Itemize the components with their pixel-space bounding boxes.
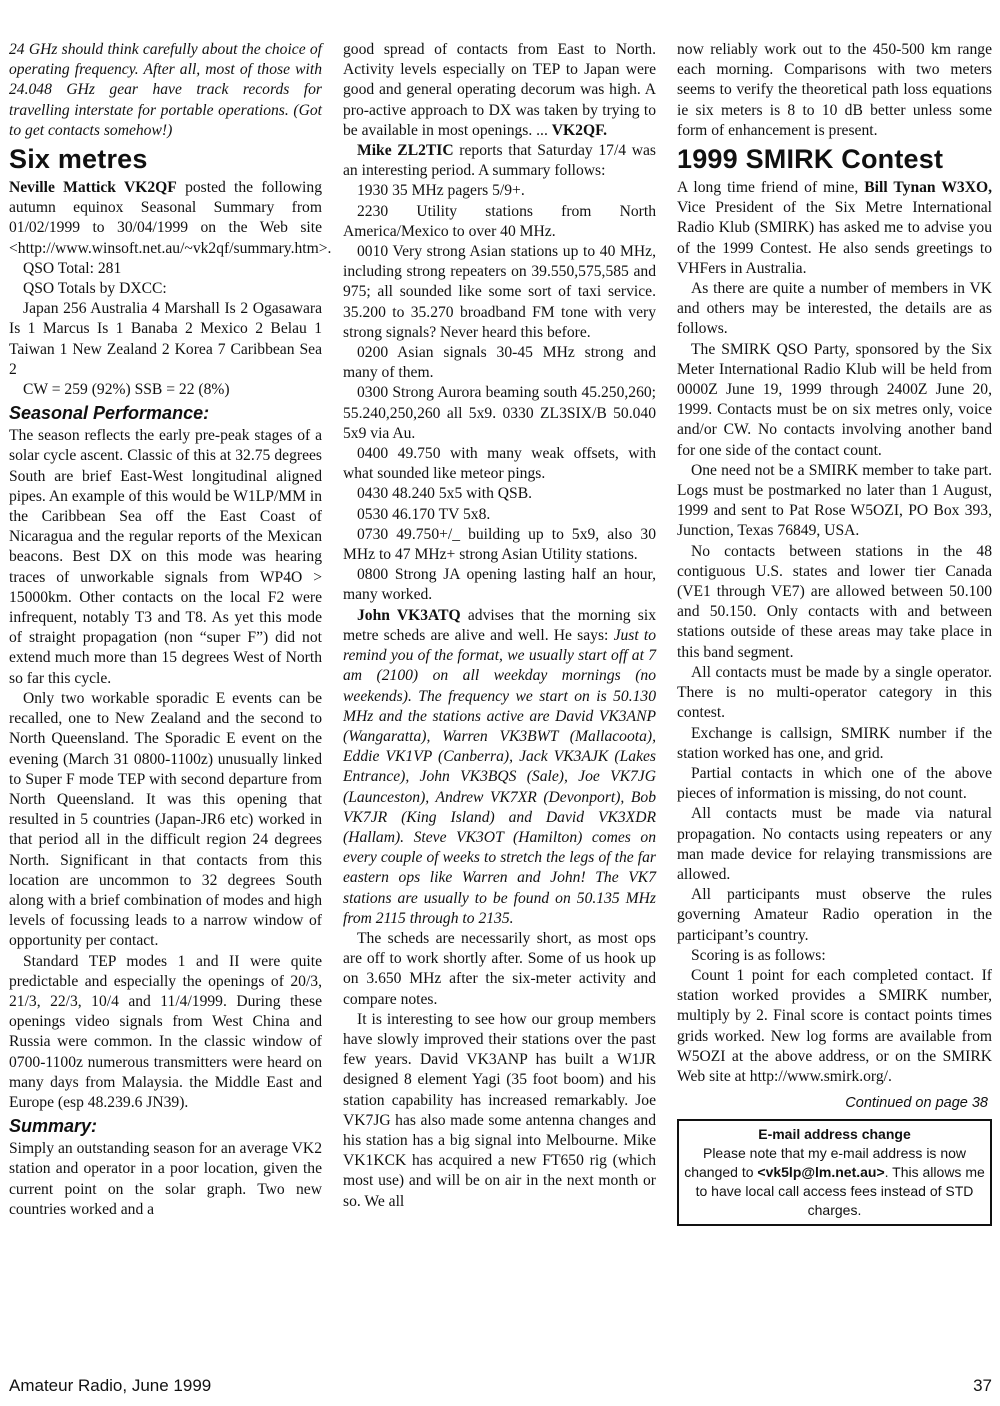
log-entry: 0730 49.750+/_ building up to 5x9, also 30 MHz to 47 MHz+ strong Asian Utility stations. [343, 525, 656, 564]
section-heading-six-metres: Six metres [9, 144, 148, 175]
publication-name: Amateur Radio, June 1999 [9, 1376, 212, 1395]
paragraph: The SMIRK QSO Party, sponsored by the Six Meter International Radio Klub will be held from 0000Z June 19, 1999 through 2400Z June 20, 1999. Contacts must be on six metres only, voice and/or CW. No contacts involving another band for one side of the contact count. [677, 340, 992, 459]
author-name: Neville Mattick VK2QF [9, 179, 177, 197]
email-change-box [677, 1119, 992, 1226]
paragraph: Simply an outstanding season for an average VK2 station and operator in a poor location, given the current point on the solar graph. Two new countries worked and a [9, 1140, 322, 1218]
box-body [683, 1144, 986, 1220]
paragraph: The season reflects the early pre-peak stages of a solar cycle ascent. Classic of this at 32.75 degrees South are brief East-West longitudinal aligned pipes. An example of this would be W1LP/MM in the Caribbean Sea off the East Coast of Nicaragua and the regular reports of the Mexican beacons. Best DX on this mode was hearing traces of unworkable signals from WP4O > 15000km. Other contacts on the local F2 were infrequent, notably T3 and T8. As yet this mode of straight propagation (non “super F”) did not extend much more than 15 degrees West of North so far this cycle. [9, 427, 322, 687]
paragraph: All contacts must be made by a single operator. There is no multi-operator category in this contest. [677, 663, 992, 722]
email-address: <vk5lp@lm.net.au> [757, 1164, 885, 1181]
log-entry: 0800 Strong JA opening lasting half an hour, many worked. [343, 566, 656, 604]
log-entry: 0530 46.170 TV 5x8. [357, 505, 491, 523]
paragraph [9, 178, 332, 259]
column-2 [343, 40, 656, 1212]
log-entry: 2230 Utility stations from North America/Mexico to over 40 MHz. [343, 202, 656, 240]
paragraph: Exchange is callsign, SMIRK number if the station worked has one, and grid. [677, 724, 992, 762]
paragraph-text: A long time friend of mine, [677, 179, 865, 197]
author-name: Bill Tynan W3XO, [864, 179, 993, 197]
intro-paragraph: 24 GHz should think carefully about the choice of operating frequency. After all, most of those with 24.048 GHz gear have track records for travelling interstate for portable operations. (Got to get contacts somehow!) [9, 41, 322, 139]
paragraph: Count 1 point for each completed contact. If station worked provides a SMIRK number, multiply by 2. Final score is contact points times grids worked. New log forms are available from W5OZI at the above address, or on the SMIRK Web site at http://www.smirk.org/. [677, 966, 992, 1085]
subheading-seasonal-performance: Seasonal Performance: [9, 403, 210, 424]
paragraph: It is interesting to see how our group members have slowly improved their stations over the past few years. David VK3ANP has built a W1JR designed 8 element Yagi (35 foot boom) and his station capability has increased remarkably. Joe VK7JG has also made some antenna changes and his station has a big signal into Melbourne. Mike VK1KCK has acquired a new FT650 rig (which most use) and will be on air in the next month or so. We all [343, 1010, 656, 1210]
log-entry: 0200 Asian signals 30-45 MHz strong and many of them. [343, 344, 656, 382]
continued-notice: Continued on page 38 [845, 1095, 988, 1112]
log-entry: 0400 49.750 with many weak offsets, with what sounded like meteor pings. [343, 445, 656, 483]
paragraph: Scoring is as follows: [691, 946, 826, 964]
dxcc-list: Japan 256 Australia 4 Marshall Is 2 Ogasawara Is 1 Marcus Is 1 Banaba 2 Mexico 2 Belau 1 Taiwan 1 New Zealand 2 Korea 7 Caribbean Sea 2 [9, 300, 322, 378]
paragraph [343, 606, 656, 929]
paragraph: now reliably work out to the 450-500 km range each morning. Comparisons with two meters seems to verify the theoretical path loss equations ie six meters is 8 to 10 dB better unless some form of enhancement is present. [677, 41, 992, 139]
cw-ssb-totals: CW = 259 (92%) SSB = 22 (8%) [23, 381, 230, 399]
paragraph: All contacts must be made via natural propagation. No contacts using repeaters or any man made device for relaying transmissions are allowed. [677, 805, 992, 883]
page-footer [9, 1376, 992, 1400]
log-entry: 1930 35 MHz pagers 5/9+. [357, 182, 525, 200]
paragraph: Partial contacts in which one of the above pieces of information is missing, do not count. [677, 764, 992, 803]
page-number: 37 [973, 1376, 992, 1395]
subheading-summary: Summary: [9, 1116, 98, 1137]
box-text: . This allows me to have local call access fees instead of STD charges. [695, 1164, 985, 1219]
paragraph-text: advises that the morning six metre scheds are alive and well. He says: [343, 606, 656, 644]
author-name: John VK3ATQ [357, 606, 461, 624]
paragraph: No contacts between stations in the 48 contiguous U.S. states and lower tier Canada (VE1 through VE7) are allowed between 50.100 and 50.150. Only contacts with and between stations outside of these areas may take place in this band segment. [677, 542, 992, 661]
log-entry: 0430 48.240 5x5 with QSB. [357, 485, 533, 503]
author-name: Mike ZL2TIC [357, 142, 454, 160]
signature: VK2QF. [551, 121, 608, 139]
paragraph-text: good spread of contacts from East to North. Activity levels especially on TEP to Japan were good and general operating decorum was high. A pro-active approach to DX was taken by trying to be available in most openings. ... [343, 41, 656, 139]
paragraph: All participants must observe the rules governing Amateur Radio operation in the participant’s country. [677, 886, 992, 944]
paragraph [343, 40, 656, 141]
paragraph: One need not be a SMIRK member to take part. Logs must be postmarked no later than 1 August, 1999 and sent to Pat Rose W5OZI, PO Box 393, Junction, Texas 76849, USA. [677, 461, 992, 540]
paragraph [343, 141, 656, 181]
paragraph: The scheds are necessarily short, as most ops are off to work shortly after. Some of us hook up on 3.650 MHz after the six-meter activity and compare notes. [343, 929, 656, 1008]
paragraph-text: reports that Saturday 17/4 was an interesting period. A summary follows: [343, 142, 656, 180]
paragraph-text: Vice President of the Six Metre International Radio Klub (SMIRK) has asked me to advise you of the 1999 Contest. He also sends greetings to VHFers in Australia. [677, 199, 992, 277]
box-title: E-mail address change [758, 1126, 911, 1143]
qso-dxcc-label: QSO Totals by DXCC: [23, 280, 167, 298]
section-heading-smirk-contest: 1999 SMIRK Contest [677, 144, 944, 175]
log-entry: 0010 Very strong Asian stations up to 40 MHz, including strong repeaters on 39.550,575,585 and 975; all sounded like some sort of taxi service. 35.200 to 35.270 broadband FM tone with very strong signals? Never heard this before. [343, 243, 656, 341]
paragraph: Only two workable sporadic E events can be recalled, one to New Zealand and the second to North Queensland. The Sporadic E event on the evening (March 31 0800-1100z) unusually linked to Super F mode TEP with second departure from North Queensland. It was this opening that resulted in 5 countries (Japan-JR6 etc) worked in that period all in the difficult region 24 degrees North. Significant in that contacts from this location are uncommon to 32 degrees South along with a brief combination of modes and high levels of focussing leads to a narrow window of opportunity per contact. [9, 689, 322, 950]
column-3 [677, 40, 992, 1226]
qso-total: QSO Total: 281 [23, 259, 122, 277]
column-1 [9, 40, 332, 1220]
quoted-text: Just to remind you of the format, we usually start off at 7 am (2100) on all weekday mornings (no weekends). The frequency we start on is 50.130 MHz and the stations active are David VK3ANP (Wangaratta), Warren VK3BWT (Mallacoota), Eddie VK1VP (Canberra), Jack VK3AJK (Lakes Entrance), John VK3BQS (Sale), Joe VK7JG (Launceston), Andrew VK7XR (Devonport), Bob VK7JR (King Island) and David VK3XDR (Hallam). Steve VK3OT (Hamilton) comes on every couple of weeks to stretch the legs of the far eastern ops like Warren and John! The VK7 stations are usually to be found on 50.135 MHz from 2115 through to 2135. [343, 626, 656, 927]
log-entry: 0300 Strong Aurora beaming south 45.250,260; 55.240,250,260 all 5x9. 0330 ZL3SIX/B 50.040 5x9 via Au. [343, 384, 656, 442]
paragraph: As there are quite a number of members in VK and others may be interested, the details are as follows. [677, 280, 992, 338]
paragraph-text: posted the following autumn equinox Seasonal Summary from 01/02/1999 to 30/04/1999 on the Web site <http://www.winsoft.net.au/~vk2qf/summary.htm>. [9, 179, 332, 257]
box-text: Please note that my e-mail address is now changed to [684, 1145, 966, 1181]
paragraph: Standard TEP modes 1 and II were quite predictable and especially the openings of 20/3, 21/3, 22/3, 10/4 and 11/4/1999. During these openings video signals from West China and Russia were common. In the classic window of 0700-1100z numerous transmitters were heard on many days from Malaysia. the Middle East and Europe (esp 48.239.6 JN39). [9, 952, 322, 1111]
paragraph [677, 178, 992, 279]
